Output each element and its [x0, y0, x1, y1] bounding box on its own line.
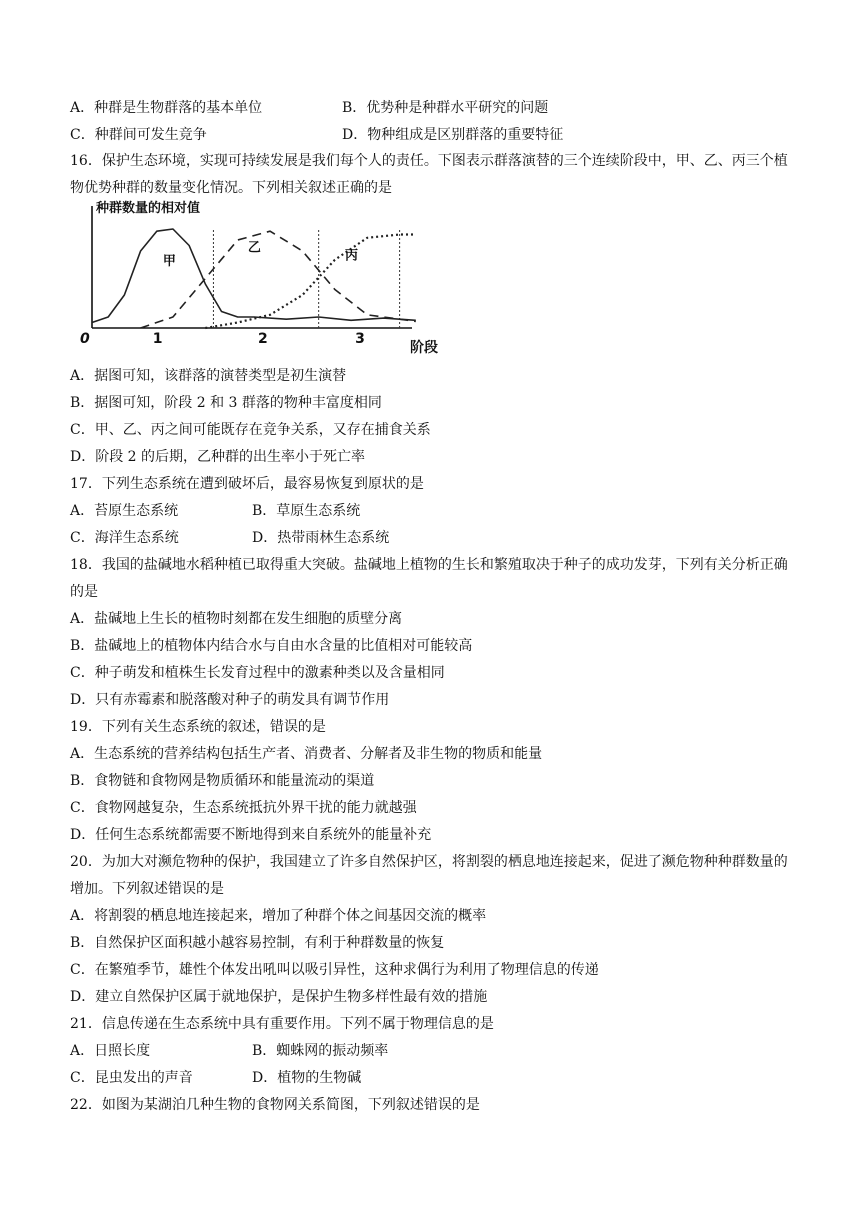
q21-option-d: D．植物的生物碱 — [252, 1070, 362, 1086]
q22-stem: 22．如图为某湖泊几种生物的食物网关系简图，下列叙述错误的是 — [70, 1097, 480, 1113]
q17-option-b: B．草原生态系统 — [252, 503, 361, 519]
q19-option-d: D．任何生态系统都需要不断地得到来自系统外的能量补充 — [70, 827, 432, 843]
q19-stem: 19．下列有关生态系统的叙述，错误的是 — [70, 719, 326, 735]
y-axis-label: 种群数量的相对值 — [96, 201, 201, 216]
series-label: 乙 — [247, 240, 261, 256]
q21-option-a: A．日照长度 — [70, 1043, 151, 1059]
q15-option-d: D．物种组成是区别群落的重要特征 — [342, 127, 564, 143]
x-tick-label: 1 — [152, 331, 163, 347]
q20-option-d: D．建立自然保护区属于就地保护，是保护生物多样性最有效的措施 — [70, 989, 488, 1005]
q18-option-d: D．只有赤霉素和脱落酸对种子的萌发具有调节作用 — [70, 692, 390, 708]
q18-option-b: B．盐碱地上的植物体内结合水与自由水含量的比值相对可能较高 — [70, 638, 473, 654]
q17-stem: 17．下列生态系统在遭到破坏后，最容易恢复到原状的是 — [70, 476, 424, 492]
origin-label: 0 — [80, 331, 90, 347]
q18-option-c: C．种子萌发和植株生长发育过程中的激素种类以及含量相同 — [70, 665, 445, 681]
q16-option-c: C．甲、乙、丙之间可能既存在竞争关系，又存在捕食关系 — [70, 422, 431, 438]
q18-stem: 18．我国的盐碱地水稻种植已取得重大突破。盐碱地上植物的生长和繁殖取决于种子的成功发芽，下列有关分析正确的是 — [70, 557, 788, 600]
q20-option-a: A．将割裂的栖息地连接起来，增加了种群个体之间基因交流的概率 — [70, 908, 487, 924]
q16-option-b: B．据图可知，阶段 2 和 3 群落的物种丰富度相同 — [70, 395, 382, 411]
chart-axes — [92, 206, 412, 328]
x-tick-label: 2 — [258, 331, 268, 347]
x-axis-label: 阶段 — [410, 340, 438, 356]
q15-option-c: C．种群间可发生竞争 — [70, 127, 207, 143]
stage-dividers — [213, 230, 399, 328]
q17-option-a: A．苔原生态系统 — [70, 503, 179, 519]
q15-option-b: B．优势种是种群水平研究的问题 — [342, 100, 549, 116]
q17-option-d: D．热带雨林生态系统 — [252, 530, 390, 546]
chart-labels — [80, 200, 438, 356]
q16-option-d: D．阶段 2 的后期，乙种群的出生率小于死亡率 — [70, 449, 366, 465]
q20-option-b: B．自然保护区面积越小越容易控制，有利于种群数量的恢复 — [70, 935, 445, 951]
q15-option-a: A．种群是生物群落的基本单位 — [70, 100, 263, 116]
succession-chart — [72, 200, 452, 360]
q20-option-c: C．在繁殖季节，雄性个体发出吼叫以吸引异性，这种求偶行为利用了物理信息的传递 — [70, 962, 599, 978]
series-label: 甲 — [162, 253, 176, 269]
q21-option-c: C．昆虫发出的声音 — [70, 1070, 193, 1086]
series-line-3 — [205, 235, 415, 329]
q16-option-a: A．据图可知，该群落的演替类型是初生演替 — [70, 368, 347, 384]
q21-stem: 21．信息传递在生态系统中具有重要作用。下列不属于物理信息的是 — [70, 1016, 494, 1032]
q18-option-a: A．盐碱地上生长的植物时刻都在发生细胞的质壁分离 — [70, 611, 403, 627]
x-tick-label: 3 — [355, 331, 365, 347]
q21-option-b: B．蜘蛛网的振动频率 — [252, 1043, 389, 1059]
q20-stem: 20．为加大对濒危物种的保护，我国建立了许多自然保护区，将割裂的栖息地连接起来，促进了濒危物种种群数量的增加。下列叙述错误的是 — [70, 854, 788, 897]
q17-option-c: C．海洋生态系统 — [70, 530, 179, 546]
q19-option-a: A．生态系统的营养结构包括生产者、消费者、分解者及非生物的物质和能量 — [70, 746, 543, 762]
q19-option-c: C．食物网越复杂，生态系统抵抗外界干扰的能力就越强 — [70, 800, 417, 816]
series-label: 丙 — [345, 248, 359, 264]
q16-stem: 16．保护生态环境，实现可持续发展是我们每个人的责任。下图表示群落演替的三个连续阶段中，甲、乙、丙三个植物优势种群的数量变化情况。下列相关叙述正确的是 — [70, 153, 788, 196]
series-line-2 — [141, 231, 416, 328]
q19-option-b: B．食物链和食物网是物质循环和能量流动的渠道 — [70, 773, 375, 789]
